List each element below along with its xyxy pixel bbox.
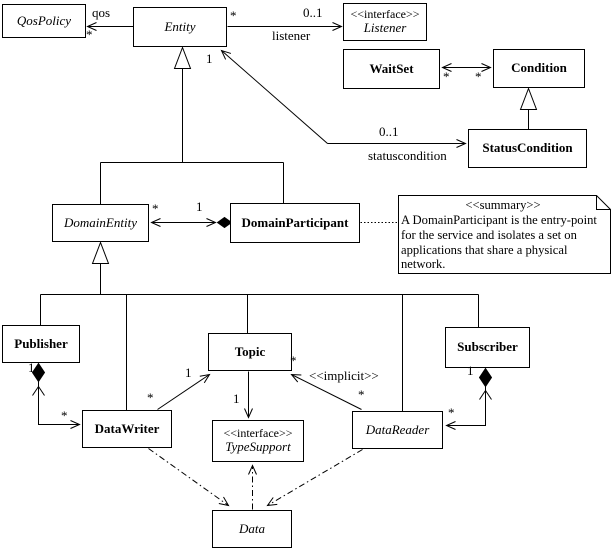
class-datareader: [352, 411, 443, 449]
edge-datawriter-topic: [158, 375, 210, 410]
class-name: Entity: [164, 18, 196, 34]
multiplicity-topic-datawriter: 1: [185, 365, 192, 380]
multiplicity-subscriber: 1: [467, 363, 474, 378]
multiplicity-statuscondition: 0..1: [379, 124, 399, 139]
class-name: Publisher: [14, 335, 68, 351]
note-stereotype: <<summary>>: [465, 198, 541, 212]
class-condition: [493, 49, 585, 88]
class-listener: [343, 3, 427, 41]
class-name: Condition: [511, 60, 567, 76]
class-typesupport: [212, 420, 304, 462]
generalization-triangle-condition: [521, 89, 537, 110]
class-publisher: [2, 325, 80, 363]
class-topic: [208, 333, 292, 371]
multiplicity-waitset: *: [443, 69, 450, 84]
multiplicity-datawriter-topic: *: [147, 390, 154, 405]
composition-diamond-subscriber: [480, 369, 492, 387]
class-qospolicy: [2, 4, 86, 38]
class-subscriber: [445, 327, 530, 368]
association-name-statuscondition: statuscondition: [368, 148, 447, 163]
association-name-listener: listener: [272, 28, 311, 43]
multiplicity-topic-typesupport: 1: [233, 391, 240, 406]
class-domainentity: [52, 204, 149, 242]
edge-publisher-datawriter: [39, 382, 80, 425]
class-entity: [133, 7, 227, 47]
class-name: DomainEntity: [64, 214, 137, 230]
class-statuscondition: [468, 129, 587, 168]
multiplicity-domainentity: *: [152, 201, 159, 216]
class-name: Listener: [363, 20, 407, 36]
class-name: QosPolicy: [16, 12, 72, 28]
note: [401, 198, 605, 272]
multiplicity-qospolicy: *: [86, 27, 93, 42]
stereotype-label: <<interface>>: [223, 426, 293, 440]
multiplicity-domainparticipant: 1: [196, 199, 203, 214]
class-name: Topic: [234, 343, 266, 359]
stereotype-implicit: <<implicit>>: [309, 368, 379, 383]
multiplicity-datareader-topic: *: [358, 387, 365, 402]
multiplicity-entity-listener: *: [230, 8, 237, 23]
stereotype-label: <<interface>>: [350, 7, 420, 21]
class-name: StatusCondition: [482, 140, 573, 156]
class-waitset: [343, 49, 440, 89]
class-name: Subscriber: [457, 339, 518, 355]
multiplicity-condition: *: [475, 69, 482, 84]
class-domainparticipant: [230, 203, 360, 243]
note-text-line: network.: [401, 257, 446, 272]
multiplicity-publisher: 1: [28, 360, 35, 375]
class-name: TypeSupport: [225, 439, 291, 455]
class-name: WaitSet: [369, 60, 414, 76]
class-datawriter: [82, 410, 172, 448]
multiplicity-listener: 0..1: [303, 5, 323, 20]
association-name-qos: qos: [92, 5, 111, 20]
edge-statuscondition-a: [222, 51, 328, 144]
note-text-line: A DomainParticipant is the entry-point: [401, 212, 597, 227]
multiplicity-datawriter-publisher: *: [61, 408, 68, 423]
multiplicity-topic-datareader: *: [290, 353, 297, 368]
multiplicity-entity-statuscondition: 1: [206, 51, 213, 66]
class-name: DataWriter: [94, 420, 160, 436]
note-text-line: applications that share a physical: [401, 242, 568, 257]
class-data: [212, 510, 292, 548]
generalization-triangle-entity: [175, 48, 191, 69]
class-name: Data: [239, 520, 265, 536]
class-name: DataReader: [365, 421, 430, 437]
class-name: DomainParticipant: [241, 214, 349, 230]
multiplicity-datareader-subscriber: *: [448, 405, 455, 420]
note-text-line: for the service and isolates a set on: [401, 227, 577, 242]
generalization-triangle-domainentity: [93, 243, 109, 264]
